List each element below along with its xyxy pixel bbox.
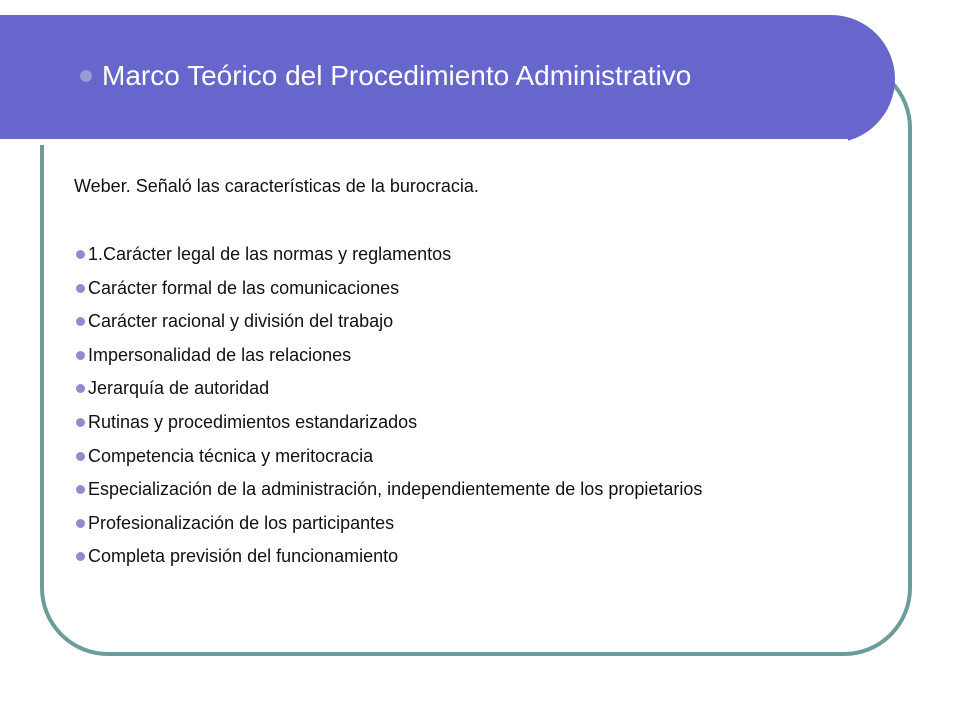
bullet-icon (76, 317, 85, 326)
bullet-icon (76, 351, 85, 360)
list-item-text: Competencia técnica y meritocracia (88, 445, 374, 466)
page-title (80, 54, 691, 98)
list-item (74, 477, 794, 501)
title-bullet-icon (80, 70, 92, 82)
bullet-icon (76, 418, 85, 427)
list-item-text: Especialización de la administración, independientemente de los propietarios (88, 479, 703, 500)
list-item (74, 242, 794, 266)
page-title-text: Marco Teórico del Procedimiento Administrativo (102, 60, 692, 91)
list-item (74, 410, 794, 434)
list-item (74, 444, 794, 468)
bullet-icon (76, 519, 85, 528)
list-item-text: Jerarquía de autoridad (88, 378, 270, 399)
bullet-list (74, 242, 794, 568)
list-item-text: Rutinas y procedimientos estandarizados (88, 411, 418, 432)
list-item (74, 544, 794, 568)
bullet-icon (76, 250, 85, 259)
list-item-text: Carácter racional y división del trabajo (88, 311, 394, 332)
list-item-text: 1.Carácter legal de las normas y reglamentos (88, 244, 452, 264)
bullet-icon (76, 284, 85, 293)
list-item (74, 309, 794, 333)
list-item-text: Carácter formal de las comunicaciones (88, 277, 400, 298)
list-item (74, 343, 794, 367)
list-item-text: Impersonalidad de las relaciones (88, 344, 352, 365)
list-item (74, 276, 794, 300)
slide-body (74, 174, 794, 578)
bullet-icon (76, 452, 85, 461)
bullet-icon (76, 552, 85, 561)
bullet-icon (76, 384, 85, 393)
title-underline (0, 139, 848, 145)
list-item-text: Profesionalización de los participantes (88, 512, 395, 533)
list-item (74, 511, 794, 535)
list-item (74, 376, 794, 400)
list-item-text: Completa previsión del funcionamiento (88, 546, 399, 567)
intro-text: Weber. Señaló las características de la burocracia. (74, 176, 479, 196)
